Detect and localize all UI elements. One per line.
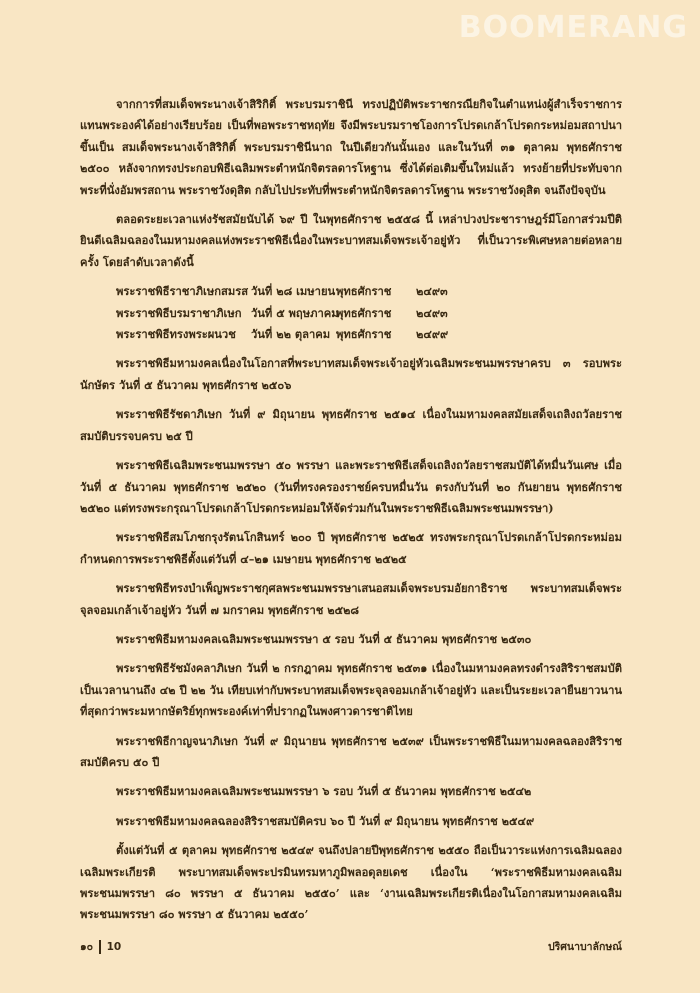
paragraph-ceremony: ตั้งแต่วันที่ ๕ ตุลาคม พุทธศักราช ๒๕๔๙ จนถึงปลายปีพุทธศักราช ๒๕๕๐ ถือเป็นวาระแห่งการเฉลิมฉลองเฉลิมพระเกียรติ พระบาทสมเด็จพระปรมินทรมหาภูมิพลอดุลยเดช เนื่องใน ‘พระราชพิธีมหามงคลเฉลิมพระชนมพรรษา ๘๐ พรรษา ๕ ธันวาคม ๒๕๕๐’ และ ‘งานเฉลิมพระเกียรติเนื่องในโอกาสมหามงคลเฉลิมพระชนมพรรษา ๘๐ พรรษา ๕ ธันวาคม ๒๕๕๐’: [80, 843, 622, 922]
paragraph-ceremony: พระราชพิธีมหามงคลเฉลิมพระชนมพรรษา ๖ รอบ วันที่ ๕ ธันวาคม พุทธศักราช ๒๕๔๒: [116, 784, 532, 799]
paragraph-ceremony: พระราชพิธีรัชดาภิเษก วันที่ ๙ มิถุนายน พุทธศักราช ๒๕๑๔ เนื่องในมหามงคลสมัยเสด็จเถลิงถวัลยราชสมบัติบรรจบครบ ๒๕ ปี: [80, 407, 622, 443]
paragraph-ceremony: พระราชพิธีมหามงคลเฉลิมพระชนมพรรษา ๕ รอบ วันที่ ๕ ธันวาคม พุทธศักราช ๒๕๓๐: [116, 631, 532, 646]
watermark-logo: BOOMERANG: [458, 10, 688, 45]
paragraph-ceremony: พระราชพิธีทรงบำเพ็ญพระราชกุศลพระชนมพรรษาเสนอสมเด็จพระบรมอัยกาธิราช พระบาทสมเด็จพระจุลจอมเกล้าเจ้าอยู่หัว วันที่ ๗ มกราคม พุทธศักราช ๒๕๒๘: [80, 581, 622, 617]
paragraph-ceremony: พระราชพิธีเฉลิมพระชนมพรรษา ๕๐ พรรษา และพระราชพิธีเสด็จเถลิงถวัลยราชสมบัติได้หมื่นวันเศษ เมื่อวันที่ ๕ ธันวาคม พุทธศักราช ๒๕๒๐ (วันที่ทรงครองราชย์ครบหมื่นวัน ตรงกับวันที่ ๒๐ กันยายน พุทธศักราช ๒๕๒๐ แต่ทรงพระกรุณาโปรดเกล้าโปรดกระหม่อมให้จัดร่วมกันในพระราชพิธีเฉลิมพระชนมพรรษา): [80, 458, 622, 515]
paragraph-ceremony: พระราชพิธีมหามงคลเนื่องในโอกาสที่พระบาทสมเด็จพระเจ้าอยู่หัวเฉลิมพระชนมพรรษาครบ ๓ รอบพระนักษัตร วันที่ ๕ ธันวาคม พุทธศักราช ๒๕๐๖: [80, 356, 622, 392]
list-item: พระราชพิธีทรงพระผนวช วันที่ ๒๒ ตุลาคม พุทธศักราช ๒๔๙๙: [116, 327, 449, 342]
paragraph-ceremony: พระราชพิธีสมโภชกรุงรัตนโกสินทร์ ๒๐๐ ปี พุทธศักราช ๒๕๒๕ ทรงพระกรุณาโปรดเกล้าโปรดกระหม่อมกำหนดการพระราชพิธีตั้งแต่วันที่ ๔–๒๑ เมษายน พุทธศักราช ๒๕๒๕: [80, 530, 622, 566]
footer-book-title: ปริศนาบาลักษณ์: [547, 941, 622, 953]
document-body: [80, 94, 622, 934]
ceremony-list: [80, 281, 622, 345]
list-item: พระราชพิธีราชาภิเษกสมรส วันที่ ๒๘ เมษายนพุทธศักราช ๒๔๙๓: [116, 284, 448, 299]
footer-divider: [99, 940, 101, 954]
paragraph-2: ตลอดระยะเวลาแห่งรัชสมัยนับได้ ๖๙ ปี ในพุทธศักราช ๒๕๕๘ นี้ เหล่าปวงประชาราษฎร์มีโอกาสร่วมปีติยินดีเฉลิมฉลองในมหามงคลแห่งพระราชพิธีเนื่องในพระบาทสมเด็จพระเจ้าอยู่หัว ที่เป็นวาระพิเศษหลายต่อหลายครั้ง โดยลำดับเวลาดังนี้: [80, 212, 622, 269]
page-number: [80, 938, 121, 955]
page-number-thai: ๑๐: [80, 941, 94, 953]
paragraph-ceremony: พระราชพิธีรัชมังคลาภิเษก วันที่ ๒ กรกฎาคม พุทธศักราช ๒๕๓๑ เนื่องในมหามงคลทรงดำรงสิริราชสมบัติเป็นเวลานานถึง ๔๒ ปี ๒๒ วัน เทียบเท่ากับพระบาทสมเด็จพระจุลจอมเกล้าเจ้าอยู่หัว และเป็นระยะเวลายืนยาวนานที่สุดกว่าพระมหากษัตริย์ทุกพระองค์เท่าที่ปรากฏในพงศาวดารชาติไทย: [80, 661, 622, 719]
paragraph-ceremony: พระราชพิธีมหามงคลฉลองสิริราชสมบัติครบ ๖๐ ปี วันที่ ๙ มิถุนายน พุทธศักราช ๒๕๔๙: [116, 813, 535, 828]
paragraph-ceremony: พระราชพิธีกาญจนาภิเษก วันที่ ๙ มิถุนายน พุทธศักราช ๒๕๓๙ เป็นพระราชพิธีในมหามงคลฉลองสิริราชสมบัติครบ ๕๐ ปี: [80, 733, 622, 769]
paragraph-1: จากการที่สมเด็จพระนางเจ้าสิริกิติ์ พระบรมราชินี ทรงปฏิบัติพระราชกรณียกิจในตำแหน่งผู้สำเร็จราชการแทนพระองค์ได้อย่างเรียบร้อย เป็นที่พอพระราชหฤทัย จึงมีพระบรมราชโองการโปรดเกล้าโปรดกระหม่อมสถาปนาขึ้นเป็น สมเด็จพระนางเจ้าสิริกิติ์ พระบรมราชินีนาถ ในปีเดียวกันนั้นเอง และในวันที่ ๓๑ ตุลาคม พุทธศักราช ๒๕๐๐ หลังจากทรงประกอบพิธีเฉลิมพระตำหนักจิตรลดารโหฐาน ซึ่งได้ต่อเติมขึ้นใหม่แล้ว ทรงย้ายที่ประทับจากพระที่นั่งอัมพรสถาน พระราชวังดุสิต กลับไปประทับที่พระตำหนักจิตรลดารโหฐาน พระราชวังดุสิต จนถึงปัจจุบัน: [80, 97, 622, 197]
page-number-arabic: 10: [106, 940, 122, 953]
list-item: พระราชพิธีบรมราชาภิเษก วันที่ ๕ พฤษภาคมพุทธศักราช ๒๔๙๓: [116, 305, 448, 320]
page-footer: [80, 938, 622, 955]
